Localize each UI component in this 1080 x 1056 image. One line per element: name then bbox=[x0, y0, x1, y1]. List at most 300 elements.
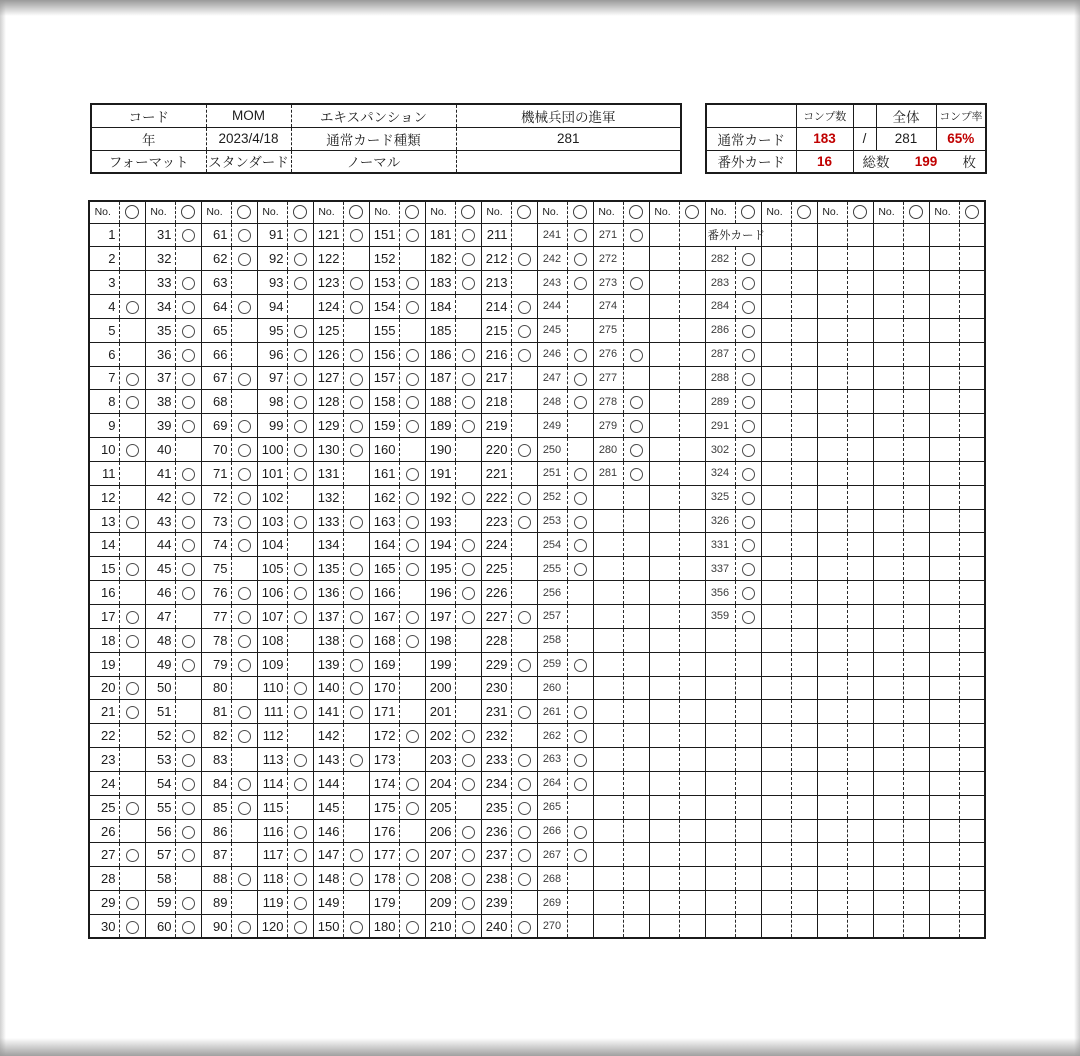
card-number-cell bbox=[761, 724, 791, 748]
collected-circle-icon bbox=[462, 587, 475, 600]
collected-mark-cell bbox=[567, 891, 593, 915]
collected-mark-cell bbox=[175, 557, 201, 581]
collected-circle-icon bbox=[294, 563, 307, 576]
card-number-cell bbox=[593, 485, 623, 509]
collected-mark-cell bbox=[623, 533, 649, 557]
collected-mark-cell bbox=[455, 724, 481, 748]
card-number-cell bbox=[929, 461, 959, 485]
collected-mark-cell bbox=[343, 891, 369, 915]
card-number-cell: 66 bbox=[201, 342, 231, 366]
collected-mark-cell bbox=[511, 223, 537, 247]
collected-mark-cell bbox=[847, 891, 873, 915]
collected-mark-cell bbox=[511, 843, 537, 867]
checklist-row bbox=[89, 795, 985, 819]
collected-mark-cell bbox=[175, 819, 201, 843]
collected-mark-cell bbox=[791, 628, 817, 652]
card-number-cell: 185 bbox=[425, 318, 455, 342]
card-number-cell bbox=[761, 795, 791, 819]
card-number-cell bbox=[761, 414, 791, 438]
card-number-cell bbox=[761, 295, 791, 319]
card-number-cell bbox=[593, 676, 623, 700]
collected-circle-icon bbox=[406, 921, 419, 934]
card-number-cell: 356 bbox=[705, 581, 735, 605]
card-number-cell bbox=[761, 676, 791, 700]
collected-circle-icon bbox=[574, 492, 587, 505]
collected-mark-cell bbox=[287, 271, 313, 295]
collected-mark-cell bbox=[679, 843, 705, 867]
collected-mark-cell bbox=[791, 891, 817, 915]
collected-mark-cell bbox=[343, 843, 369, 867]
card-number-cell: 196 bbox=[425, 581, 455, 605]
card-number-cell: 164 bbox=[369, 533, 399, 557]
collected-mark-cell bbox=[399, 700, 425, 724]
card-number-cell: 26 bbox=[89, 819, 119, 843]
collected-circle-icon bbox=[574, 516, 587, 529]
collected-mark-cell bbox=[735, 771, 761, 795]
collected-mark-cell bbox=[119, 271, 145, 295]
card-number-cell: 40 bbox=[145, 438, 175, 462]
card-number-cell: 6 bbox=[89, 342, 119, 366]
collected-mark-cell bbox=[791, 557, 817, 581]
collected-mark-cell bbox=[959, 509, 985, 533]
collected-mark-cell bbox=[735, 914, 761, 938]
card-number-cell: 47 bbox=[145, 605, 175, 629]
collected-mark-cell bbox=[399, 605, 425, 629]
collected-circle-icon bbox=[294, 778, 307, 791]
collected-mark-cell bbox=[399, 843, 425, 867]
no-column-header: No. bbox=[89, 201, 119, 223]
card-number-cell bbox=[649, 748, 679, 772]
card-number-cell: 249 bbox=[537, 414, 567, 438]
card-number-cell bbox=[929, 748, 959, 772]
card-number-cell: 216 bbox=[481, 342, 511, 366]
card-number-cell: 4 bbox=[89, 295, 119, 319]
collected-mark-cell bbox=[455, 605, 481, 629]
card-number-cell bbox=[817, 366, 847, 390]
collected-circle-icon bbox=[238, 587, 251, 600]
collected-mark-cell bbox=[119, 223, 145, 247]
checklist-table bbox=[88, 200, 986, 939]
card-number-cell bbox=[649, 700, 679, 724]
card-number-cell: 82 bbox=[201, 724, 231, 748]
card-number-cell: 272 bbox=[593, 247, 623, 271]
collected-mark-cell bbox=[231, 461, 257, 485]
card-number-cell: 179 bbox=[369, 891, 399, 915]
card-number-cell: 259 bbox=[537, 652, 567, 676]
collected-mark-cell bbox=[455, 366, 481, 390]
collected-mark-cell bbox=[343, 867, 369, 891]
checklist-row bbox=[89, 628, 985, 652]
collected-circle-icon bbox=[350, 301, 363, 314]
card-number-cell bbox=[873, 581, 903, 605]
collected-circle-icon bbox=[461, 205, 475, 219]
card-number-cell bbox=[705, 819, 735, 843]
card-number-cell bbox=[593, 891, 623, 915]
collected-mark-cell bbox=[735, 342, 761, 366]
card-number-cell bbox=[761, 485, 791, 509]
collected-circle-icon bbox=[126, 635, 139, 648]
collected-mark-cell bbox=[959, 628, 985, 652]
collected-mark-cell bbox=[511, 676, 537, 700]
collected-mark-cell bbox=[455, 843, 481, 867]
collected-circle-icon bbox=[518, 325, 531, 338]
card-number-cell bbox=[817, 891, 847, 915]
collected-mark-cell bbox=[119, 891, 145, 915]
card-number-cell: 12 bbox=[89, 485, 119, 509]
card-number-cell: 149 bbox=[313, 891, 343, 915]
collected-circle-icon bbox=[742, 349, 755, 362]
collected-mark-cell bbox=[511, 271, 537, 295]
collected-mark-cell bbox=[735, 843, 761, 867]
collected-mark-cell bbox=[623, 652, 649, 676]
collected-mark-cell bbox=[903, 485, 929, 509]
collected-circle-icon bbox=[742, 563, 755, 576]
collected-mark-cell bbox=[903, 843, 929, 867]
collected-mark-cell bbox=[679, 581, 705, 605]
collected-mark-cell bbox=[567, 867, 593, 891]
card-number-cell bbox=[817, 605, 847, 629]
collected-mark-cell bbox=[567, 676, 593, 700]
collected-circle-icon bbox=[350, 229, 363, 242]
collected-circle-icon bbox=[462, 826, 475, 839]
card-number-cell: 286 bbox=[705, 318, 735, 342]
collected-circle-icon bbox=[742, 277, 755, 290]
card-number-cell: 46 bbox=[145, 581, 175, 605]
collected-mark-cell bbox=[231, 819, 257, 843]
collected-mark-cell bbox=[679, 628, 705, 652]
page-edge-shadow-left bbox=[0, 0, 6, 1056]
collected-circle-icon bbox=[294, 921, 307, 934]
checklist-row bbox=[89, 557, 985, 581]
collected-mark-cell bbox=[455, 461, 481, 485]
card-number-cell: 32 bbox=[145, 247, 175, 271]
card-number-cell: 253 bbox=[537, 509, 567, 533]
collected-mark-cell bbox=[959, 223, 985, 247]
card-number-cell: 127 bbox=[313, 366, 343, 390]
collected-circle-icon bbox=[350, 516, 363, 529]
collected-mark-cell bbox=[119, 652, 145, 676]
collected-mark-cell bbox=[847, 223, 873, 247]
collected-mark-cell bbox=[343, 557, 369, 581]
collected-circle-icon bbox=[742, 539, 755, 552]
card-number-cell: 235 bbox=[481, 795, 511, 819]
card-number-cell: 170 bbox=[369, 676, 399, 700]
collected-mark-cell bbox=[623, 748, 649, 772]
card-number-cell bbox=[649, 438, 679, 462]
collected-mark-cell bbox=[567, 390, 593, 414]
collected-circle-icon bbox=[742, 373, 755, 386]
collected-mark-cell bbox=[287, 628, 313, 652]
collected-mark-cell bbox=[231, 891, 257, 915]
card-number-cell bbox=[761, 914, 791, 938]
collected-mark-cell bbox=[175, 700, 201, 724]
card-number-cell: 86 bbox=[201, 819, 231, 843]
collected-circle-icon bbox=[574, 277, 587, 290]
card-number-cell: 167 bbox=[369, 605, 399, 629]
card-number-cell: 123 bbox=[313, 271, 343, 295]
collected-circle-icon bbox=[462, 349, 475, 362]
collected-circle-icon bbox=[741, 205, 755, 219]
collected-mark-cell bbox=[791, 819, 817, 843]
card-number-cell bbox=[873, 271, 903, 295]
collected-circle-icon bbox=[294, 706, 307, 719]
collected-mark-cell bbox=[567, 605, 593, 629]
page-edge-shadow-right bbox=[1074, 0, 1080, 1056]
collected-mark-cell bbox=[623, 819, 649, 843]
collected-mark-cell bbox=[679, 700, 705, 724]
card-number-cell bbox=[817, 461, 847, 485]
normal-cards-label: 通常カード bbox=[706, 127, 796, 150]
card-number-cell: 148 bbox=[313, 867, 343, 891]
card-number-cell bbox=[761, 557, 791, 581]
collected-mark-cell bbox=[343, 914, 369, 938]
card-number-cell bbox=[873, 223, 903, 247]
card-number-cell: 110 bbox=[257, 676, 287, 700]
collected-mark-cell bbox=[847, 771, 873, 795]
collected-mark-cell bbox=[623, 628, 649, 652]
card-number-cell: 256 bbox=[537, 581, 567, 605]
collected-mark-cell bbox=[903, 748, 929, 772]
collected-mark-cell bbox=[399, 461, 425, 485]
collected-circle-icon bbox=[462, 373, 475, 386]
collected-mark-cell bbox=[399, 271, 425, 295]
mark-column-header bbox=[791, 201, 817, 223]
card-number-cell bbox=[649, 581, 679, 605]
card-number-cell: 268 bbox=[537, 867, 567, 891]
card-number-cell: 50 bbox=[145, 676, 175, 700]
collected-mark-cell bbox=[175, 843, 201, 867]
collected-mark-cell bbox=[287, 366, 313, 390]
collected-mark-cell bbox=[175, 414, 201, 438]
collected-mark-cell bbox=[679, 795, 705, 819]
no-column-header: No. bbox=[481, 201, 511, 223]
collected-mark-cell bbox=[511, 414, 537, 438]
card-number-cell: 57 bbox=[145, 843, 175, 867]
card-number-cell bbox=[649, 557, 679, 581]
collected-circle-icon bbox=[574, 539, 587, 552]
collected-circle-icon bbox=[238, 229, 251, 242]
card-number-cell bbox=[817, 271, 847, 295]
card-number-cell bbox=[761, 271, 791, 295]
card-number-cell: 2 bbox=[89, 247, 119, 271]
collected-circle-icon bbox=[462, 849, 475, 862]
card-number-cell bbox=[761, 771, 791, 795]
collected-mark-cell bbox=[231, 509, 257, 533]
card-number-cell: 81 bbox=[201, 700, 231, 724]
card-number-cell: 121 bbox=[313, 223, 343, 247]
collected-circle-icon bbox=[574, 778, 587, 791]
collected-mark-cell bbox=[567, 295, 593, 319]
card-number-cell: 129 bbox=[313, 414, 343, 438]
card-number-cell: 207 bbox=[425, 843, 455, 867]
collected-mark-cell bbox=[679, 295, 705, 319]
collected-mark-cell bbox=[343, 724, 369, 748]
collected-mark-cell bbox=[399, 891, 425, 915]
card-number-cell bbox=[649, 271, 679, 295]
card-number-cell: 230 bbox=[481, 676, 511, 700]
card-number-cell: 140 bbox=[313, 676, 343, 700]
card-number-cell: 247 bbox=[537, 366, 567, 390]
collected-mark-cell bbox=[511, 819, 537, 843]
collected-mark-cell bbox=[511, 461, 537, 485]
collected-mark-cell bbox=[847, 390, 873, 414]
collected-mark-cell bbox=[959, 438, 985, 462]
collected-mark-cell bbox=[287, 581, 313, 605]
collected-circle-icon bbox=[630, 229, 643, 242]
card-number-cell: 267 bbox=[537, 843, 567, 867]
collected-circle-icon bbox=[238, 706, 251, 719]
collected-circle-icon bbox=[238, 659, 251, 672]
collected-mark-cell bbox=[287, 819, 313, 843]
collected-mark-cell bbox=[287, 390, 313, 414]
card-number-cell: 266 bbox=[537, 819, 567, 843]
collected-mark-cell bbox=[119, 461, 145, 485]
collected-mark-cell bbox=[791, 223, 817, 247]
checklist-row bbox=[89, 414, 985, 438]
collected-circle-icon bbox=[182, 635, 195, 648]
card-number-cell: 21 bbox=[89, 700, 119, 724]
collected-mark-cell bbox=[791, 461, 817, 485]
collected-mark-cell bbox=[903, 724, 929, 748]
collected-mark-cell bbox=[343, 628, 369, 652]
collected-mark-cell bbox=[623, 509, 649, 533]
collected-mark-cell bbox=[791, 581, 817, 605]
card-number-cell: 182 bbox=[425, 247, 455, 271]
collected-mark-cell bbox=[287, 247, 313, 271]
collected-circle-icon bbox=[182, 349, 195, 362]
collected-mark-cell bbox=[399, 390, 425, 414]
collected-mark-cell bbox=[343, 318, 369, 342]
card-checklist-grid bbox=[88, 200, 986, 939]
collected-mark-cell bbox=[343, 414, 369, 438]
collected-circle-icon bbox=[462, 754, 475, 767]
collected-mark-cell bbox=[231, 271, 257, 295]
collected-mark-cell bbox=[287, 914, 313, 938]
code-value: MOM bbox=[206, 104, 291, 127]
card-number-cell: 11 bbox=[89, 461, 119, 485]
collected-mark-cell bbox=[623, 843, 649, 867]
card-number-cell: 24 bbox=[89, 771, 119, 795]
card-number-cell bbox=[873, 676, 903, 700]
card-number-cell bbox=[873, 342, 903, 366]
collected-mark-cell bbox=[231, 557, 257, 581]
collected-circle-icon bbox=[294, 468, 307, 481]
collected-circle-icon bbox=[350, 706, 363, 719]
card-number-cell bbox=[649, 652, 679, 676]
collected-mark-cell bbox=[511, 891, 537, 915]
checklist-row bbox=[89, 605, 985, 629]
card-number-cell bbox=[929, 366, 959, 390]
card-number-cell bbox=[593, 700, 623, 724]
collected-mark-cell bbox=[735, 605, 761, 629]
collected-circle-icon bbox=[462, 420, 475, 433]
collected-mark-cell bbox=[567, 628, 593, 652]
collected-circle-icon bbox=[294, 277, 307, 290]
collected-mark-cell bbox=[399, 795, 425, 819]
card-number-cell bbox=[929, 271, 959, 295]
collected-mark-cell bbox=[175, 628, 201, 652]
collected-mark-cell bbox=[567, 795, 593, 819]
collected-circle-icon bbox=[462, 921, 475, 934]
card-number-cell bbox=[593, 771, 623, 795]
collected-mark-cell bbox=[175, 891, 201, 915]
card-number-cell: 119 bbox=[257, 891, 287, 915]
no-column-header: No. bbox=[705, 201, 735, 223]
collected-mark-cell bbox=[119, 843, 145, 867]
card-number-cell: 331 bbox=[705, 533, 735, 557]
collected-mark-cell bbox=[287, 843, 313, 867]
card-number-cell: 114 bbox=[257, 771, 287, 795]
collected-mark-cell bbox=[903, 867, 929, 891]
card-number-cell: 171 bbox=[369, 700, 399, 724]
collected-mark-cell bbox=[679, 390, 705, 414]
collected-circle-icon bbox=[350, 873, 363, 886]
collected-mark-cell bbox=[511, 628, 537, 652]
completion-summary-table bbox=[705, 103, 987, 174]
card-number-cell: 201 bbox=[425, 700, 455, 724]
collected-mark-cell bbox=[399, 295, 425, 319]
collected-mark-cell bbox=[455, 342, 481, 366]
collected-mark-cell bbox=[791, 867, 817, 891]
card-number-cell bbox=[929, 724, 959, 748]
collected-circle-icon bbox=[238, 611, 251, 624]
collected-circle-icon bbox=[462, 229, 475, 242]
collected-mark-cell bbox=[679, 223, 705, 247]
card-number-cell bbox=[761, 390, 791, 414]
collected-mark-cell bbox=[343, 700, 369, 724]
card-number-cell bbox=[761, 461, 791, 485]
card-number-cell bbox=[817, 533, 847, 557]
collected-mark-cell bbox=[959, 748, 985, 772]
card-number-cell bbox=[929, 843, 959, 867]
card-number-cell: 51 bbox=[145, 700, 175, 724]
collected-circle-icon bbox=[182, 826, 195, 839]
collected-mark-cell bbox=[735, 628, 761, 652]
card-number-cell: 80 bbox=[201, 676, 231, 700]
collected-mark-cell bbox=[511, 867, 537, 891]
collected-mark-cell bbox=[231, 342, 257, 366]
card-number-cell: 163 bbox=[369, 509, 399, 533]
collected-mark-cell bbox=[959, 867, 985, 891]
collected-mark-cell bbox=[735, 247, 761, 271]
card-number-cell: 229 bbox=[481, 652, 511, 676]
collected-mark-cell bbox=[175, 223, 201, 247]
card-number-cell bbox=[873, 557, 903, 581]
collected-circle-icon bbox=[350, 349, 363, 362]
card-number-cell: 173 bbox=[369, 748, 399, 772]
collected-circle-icon bbox=[126, 396, 139, 409]
card-number-cell bbox=[929, 342, 959, 366]
card-number-cell: 3 bbox=[89, 271, 119, 295]
collected-mark-cell bbox=[679, 414, 705, 438]
collected-circle-icon bbox=[238, 373, 251, 386]
card-number-cell: 239 bbox=[481, 891, 511, 915]
card-number-cell bbox=[817, 438, 847, 462]
collected-mark-cell bbox=[679, 247, 705, 271]
collected-circle-icon bbox=[294, 373, 307, 386]
collected-circle-icon bbox=[462, 897, 475, 910]
collected-mark-cell bbox=[903, 605, 929, 629]
collected-mark-cell bbox=[287, 295, 313, 319]
collected-mark-cell bbox=[287, 509, 313, 533]
collected-mark-cell bbox=[623, 295, 649, 319]
collected-mark-cell bbox=[567, 461, 593, 485]
card-number-cell: 288 bbox=[705, 366, 735, 390]
collected-mark-cell bbox=[623, 557, 649, 581]
collected-circle-icon bbox=[518, 301, 531, 314]
collected-circle-icon bbox=[294, 325, 307, 338]
card-number-cell: 188 bbox=[425, 390, 455, 414]
